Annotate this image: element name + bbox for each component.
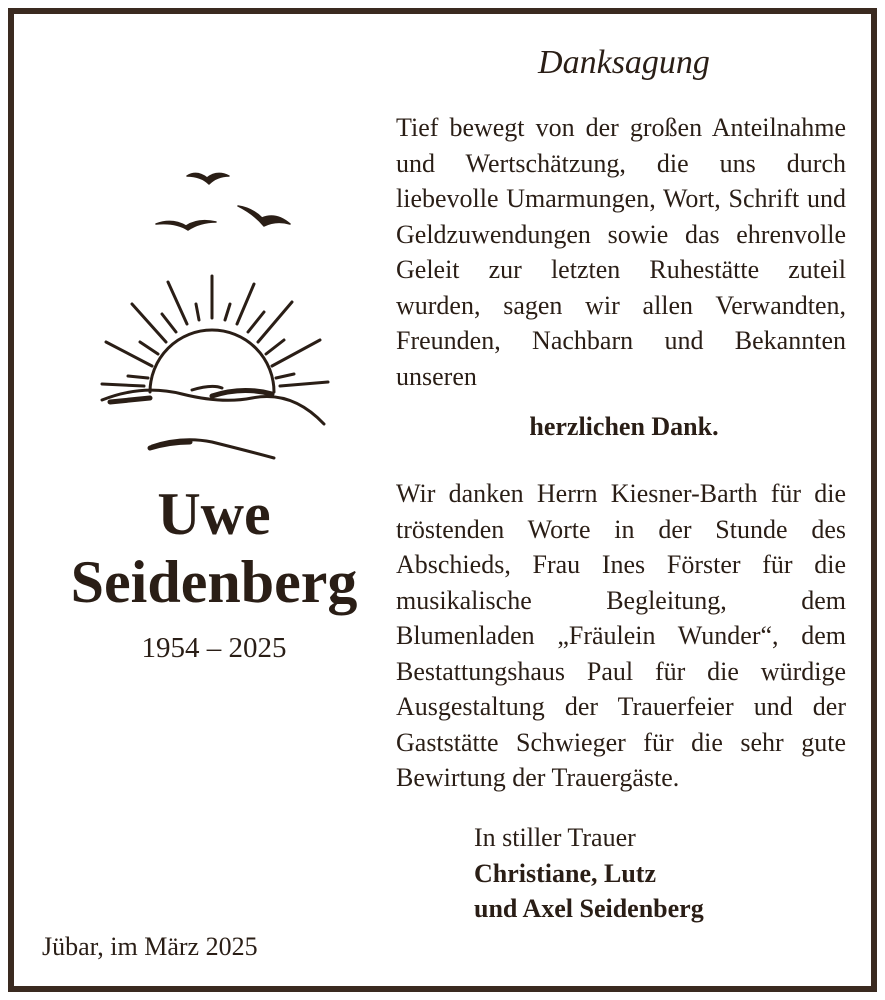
thanks-paragraph-1: Tief bewegt von der großen Anteilnahme und Wertschätzung, die uns durch liebevolle Umarmungen, Wort, Schrift und Geldzuwendungen sowie das ehrenvolle Geleit zur letzten Ruhestätte zuteil wurden, sagen wir allen Verwandten, Freunden, Nachbarn und Bekannten unseren: [396, 113, 846, 391]
thanks-line: herzlichen Dank.: [529, 412, 719, 441]
signature-names-2: und Axel Seidenberg: [474, 894, 704, 923]
sunset-birds-icon: [92, 164, 332, 464]
bird-icon: [187, 173, 229, 184]
life-dates: 1954 – 2025: [141, 632, 287, 664]
bird-icon: [156, 221, 216, 230]
signature-intro: In stiller Trauer: [474, 823, 636, 852]
right-column: [396, 14, 852, 986]
thanks-paragraph-2: Wir danken Herrn Kiesner-Barth für die tröstenden Worte in der Stunde des Abschieds, Frau Ines Förster für die musikalische Begleitung, dem Blumenladen „Fräulein Wunder“, dem Bestattungshaus Paul für die würdige Ausgestaltung der Trauerfeier und der Gaststätte Schwieger für die sehr gute Bewirtung der Trauergäste.: [396, 479, 846, 792]
deceased-last-name: Seidenberg: [70, 549, 358, 615]
obituary-frame: [8, 8, 877, 992]
left-column: [14, 14, 396, 986]
notice-heading: Danksagung: [538, 44, 710, 81]
bird-icon: [238, 206, 290, 226]
deceased-first-name: Uwe: [157, 481, 271, 547]
signature-names-1: Christiane, Lutz: [474, 858, 656, 888]
place-date: Jübar, im März 2025: [42, 932, 258, 961]
signature-block: [474, 820, 704, 927]
